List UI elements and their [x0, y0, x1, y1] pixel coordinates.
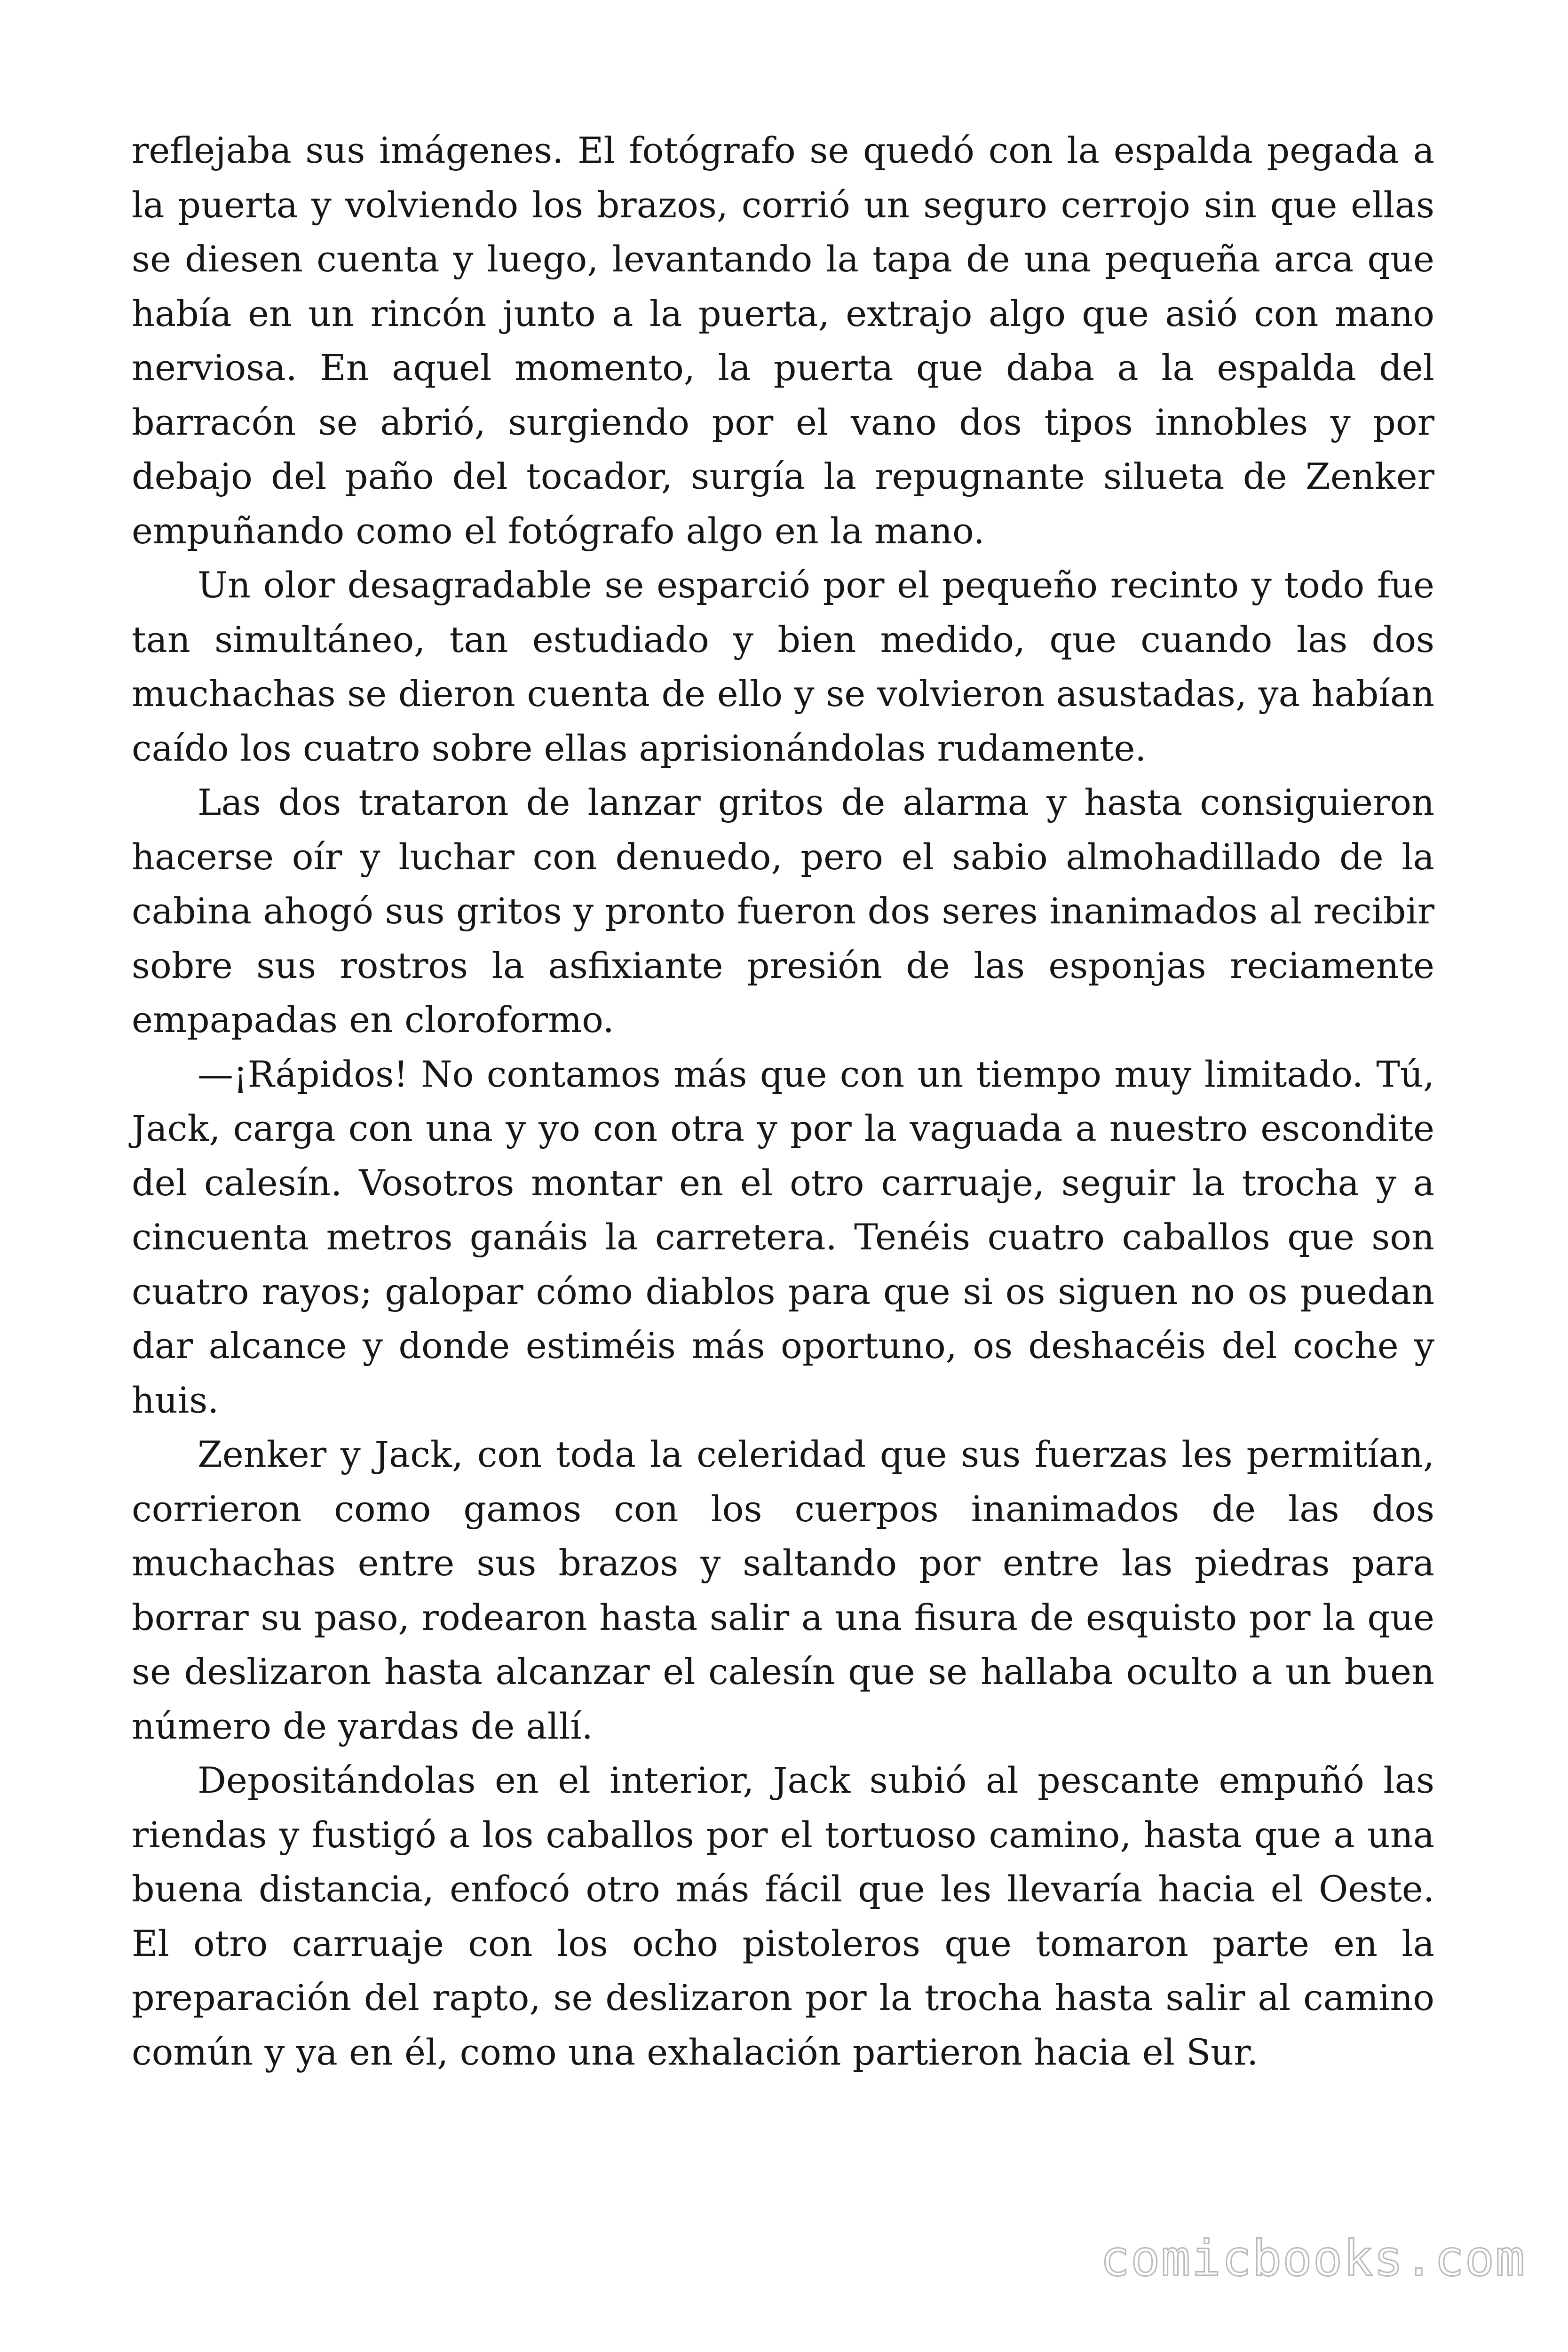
- paragraph: Zenker y Jack, con toda la celeridad que sus fuerzas les permitían, corrieron como gamos con los cuerpos inanimados de las dos muchachas entre sus brazos y saltando por entre las piedras para borrar su paso, rodearon hasta salir a una fisura de esquisto por la que se deslizaron hasta alcanzar el calesín que se hallaba oculto a un buen número de yardas de allí.: [132, 1433, 1434, 1747]
- paragraph: Depositándolas en el interior, Jack subió al pescante empuñó las riendas y fustigó a los caballos por el tortuoso camino, hasta que a una buena distancia, enfocó otro más fácil que les llevaría hacia el Oeste. El otro carruaje con los ocho pistoleros que tomaron parte en la preparación del rapto, se deslizaron por la trocha hasta salir al camino común y ya en él, como una exhalación partieron hacia el Sur.: [132, 1759, 1434, 2073]
- watermark: comicbooks.com: [1100, 2230, 1526, 2287]
- paragraph: Las dos trataron de lanzar gritos de alarma y hasta consiguieron hacerse oír y luchar con denuedo, pero el sabio almohadillado de la cabina ahogó sus gritos y pronto fueron dos seres inanimados al recibir sobre sus rostros la asfixiante presión de las esponjas reciamente empapadas en cloroformo.: [132, 781, 1434, 1041]
- paragraph-continuation: reflejaba sus imágenes. El fotógrafo se quedó con la espalda pegada a la puerta y volviendo los brazos, corrió un seguro cerrojo sin que ellas se diesen cuenta y luego, levantando la tapa de una pequeña arca que había en un rincón junto a la puerta, extrajo algo que asió con mano nerviosa. En aquel momento, la puerta que daba a la espalda del barracón se abrió, surgiendo por el vano dos tipos innobles y por debajo del paño del tocador, surgía la repugnante silueta de Zenker empuñando como el fotógrafo algo en la mano.: [132, 129, 1434, 552]
- body-text: [132, 123, 1434, 2079]
- paragraph-dialogue: —¡Rápidos! No contamos más que con un tiempo muy limitado. Tú, Jack, carga con una y yo con otra y por la vaguada a nuestro escondite del calesín. Vosotros montar en el otro carruaje, seguir la trocha y a cincuenta metros ganáis la carretera. Tenéis cuatro caballos que son cuatro rayos; galopar cómo diablos para que si os siguen no os puedan dar alcance y donde estiméis más oportuno, os deshacéis del coche y huis.: [132, 1053, 1434, 1421]
- paragraph: Un olor desagradable se esparció por el pequeño recinto y todo fue tan simultáneo, tan estudiado y bien medido, que cuando las dos muchachas se dieron cuenta de ello y se volvieron asustadas, ya habían caído los cuatro sobre ellas aprisionándolas rudamente.: [132, 564, 1434, 769]
